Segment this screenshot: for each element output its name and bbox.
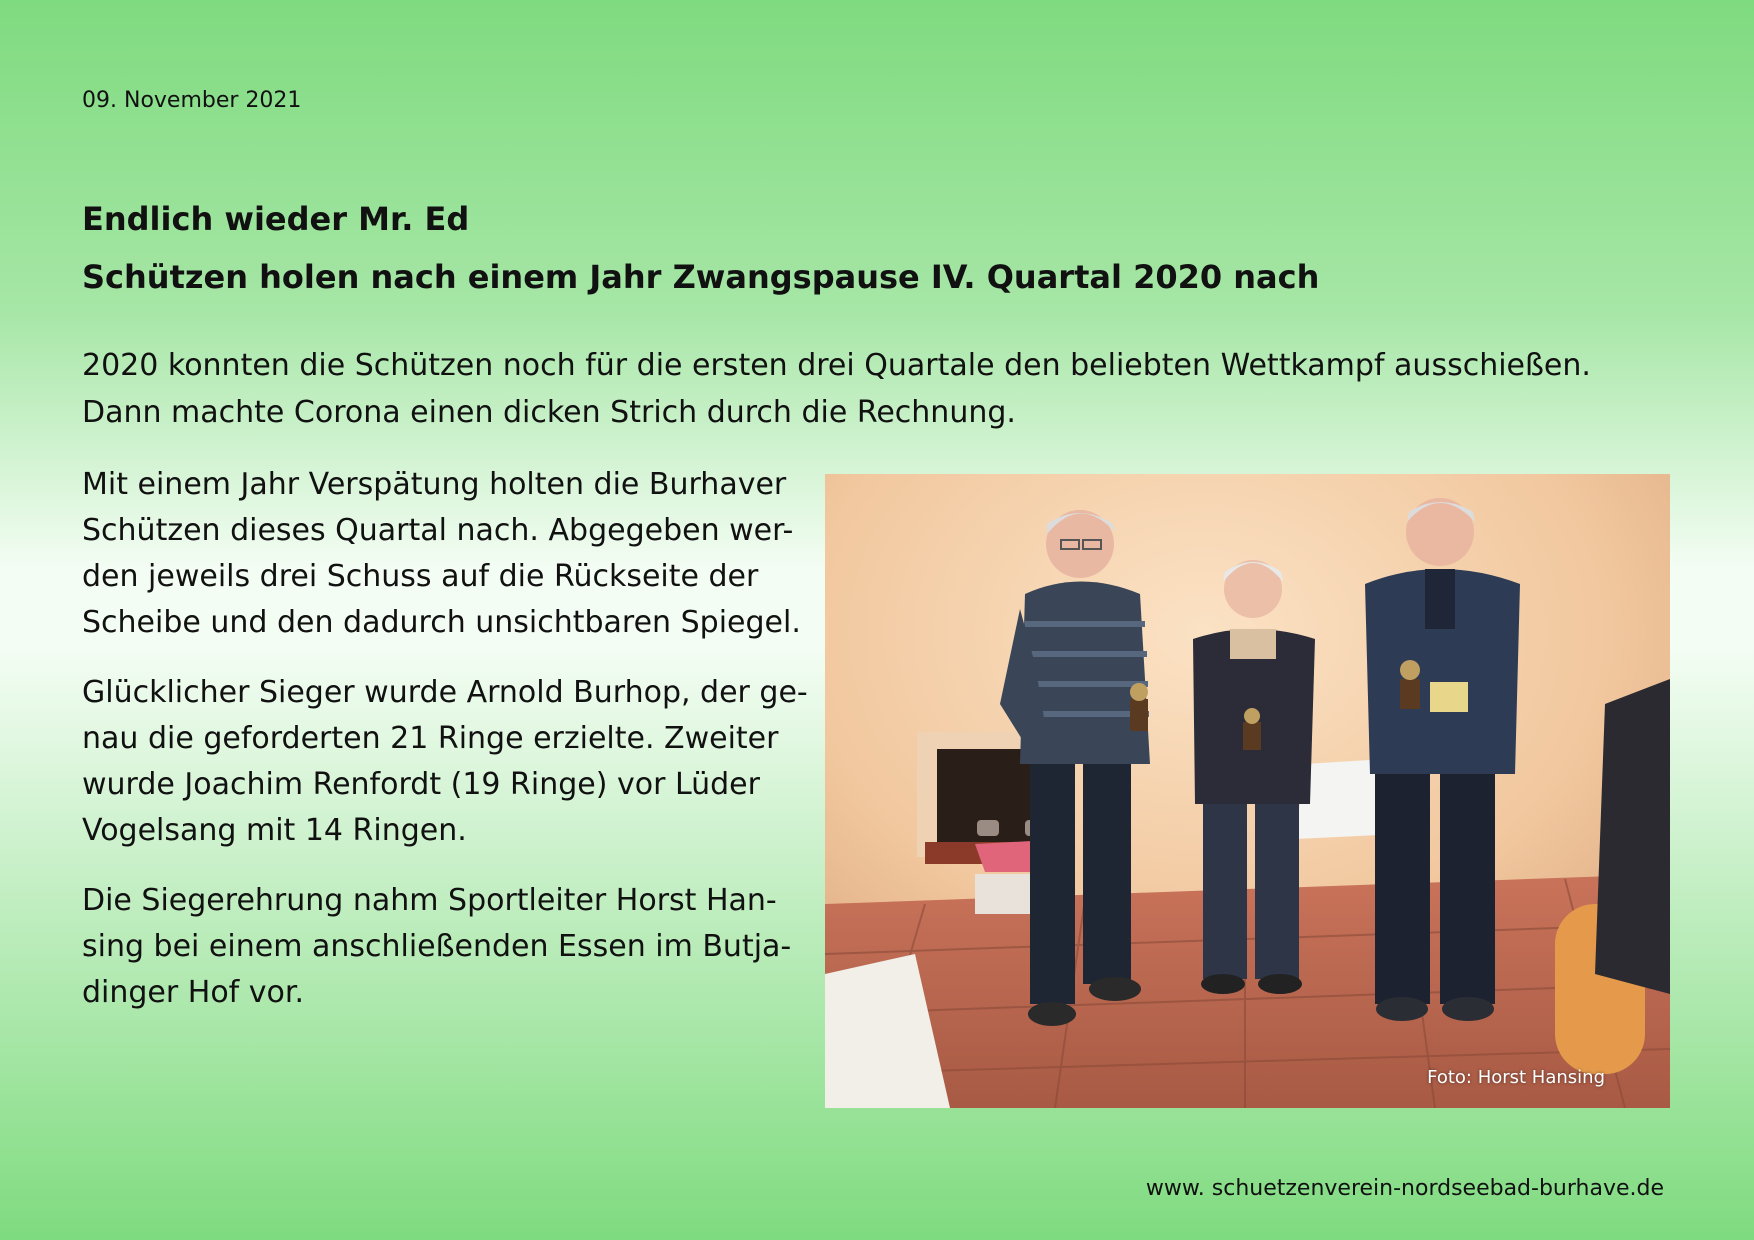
body-paragraph: Glücklicher Sieger wurde Arnold Burhop, der ge-nau die geforderten 21 Ringe erzielte. Zweiter wurde Joachim Renfordt (19 Ringe) vor Lüder Vogelsang mit 14 Ringen. bbox=[82, 675, 808, 848]
award-photo bbox=[825, 474, 1670, 1108]
photo-illustration bbox=[825, 474, 1670, 1108]
photo-credit: Foto: Horst Hansing bbox=[1427, 1067, 1605, 1088]
body-paragraph: Die Siegerehrung nahm Sportleiter Horst Han-sing bei einem anschließenden Essen im Butja-dinger Hof vor. bbox=[82, 883, 792, 1010]
intro-line: Dann machte Corona einen dicken Strich durch die Rechnung. bbox=[82, 395, 1016, 430]
article-subtitle: Schützen holen nach einem Jahr Zwangspause IV. Quartal 2020 nach bbox=[82, 258, 1320, 296]
intro-line: 2020 konnten die Schützen noch für die ersten drei Quartale den beliebten Wettkampf ausschießen. bbox=[82, 348, 1591, 383]
article-title: Endlich wieder Mr. Ed bbox=[82, 200, 470, 238]
body-paragraph: Mit einem Jahr Verspätung holten die Burhaver Schützen dieses Quartal nach. Abgegeben wer-den jeweils drei Schuss auf die Rückseite der Scheibe und den dadurch unsichtbaren Spiegel. bbox=[82, 467, 801, 640]
website-url: www. schuetzenverein-nordseebad-burhave.de bbox=[1145, 1176, 1664, 1201]
article-date: 09. November 2021 bbox=[82, 88, 302, 113]
intro-text bbox=[82, 342, 1722, 436]
article-body bbox=[82, 462, 832, 1040]
